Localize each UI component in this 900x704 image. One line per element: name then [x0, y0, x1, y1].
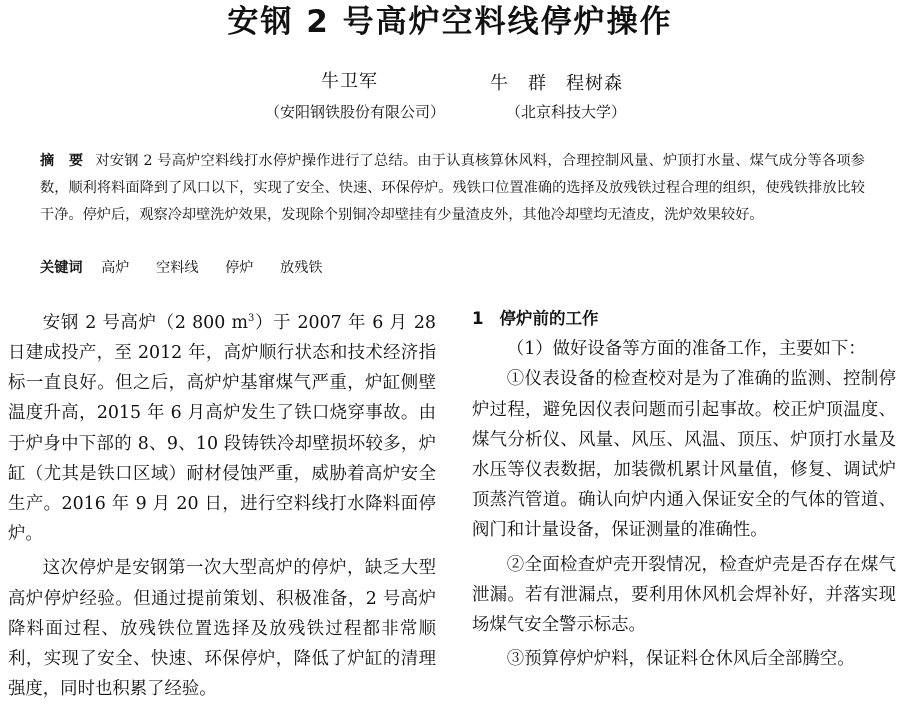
left-column	[8, 304, 436, 704]
body-text: ）于 2007 年 6 月 28 日建成投产，至 2012 年，高炉顺行状态和技术经济指标一直良好。但之后，高炉炉基窜煤气严重，炉缸侧壁温度升高，2015 年 6 月高炉发生了铁口烧穿事故。由于炉身中下部的 8、9、10 段铸铁冷却壁损坏较多，炉缸（尤其是铁口区域）耐材侵蚀严重，威胁着高炉安全生产。2016 年 9 月 20 日，进行空料线打水降料面停炉。	[8, 312, 436, 545]
section-heading	[472, 304, 896, 334]
affiliation-right: （北京科技大学）	[506, 103, 627, 121]
body-paragraph	[8, 304, 436, 549]
author-right: 牛 群 程树森	[490, 73, 623, 94]
keyword: 放残铁	[280, 260, 323, 276]
author-left: 牛卫军	[321, 71, 378, 92]
body-paragraph: ②全面检查炉壳开裂情况，检查炉壳是否存在煤气泄漏。若有泄漏点，要利用休风机会焊补好，并落实现场煤气安全警示标志。	[472, 554, 896, 636]
body-paragraph: （1）做好设备等方面的准备工作，主要如下：	[506, 339, 866, 360]
superscript: 3	[248, 313, 255, 324]
section-title: 停炉前的工作	[499, 309, 599, 328]
right-column	[472, 304, 896, 674]
keywords-label: 关键词	[40, 260, 83, 276]
body-paragraph: 这次停炉是安钢第一次大型高炉的停炉，缺乏大型高炉停炉经验。但通过提前策划、积极准备，2 号高炉降料面过程、放残铁位置选择及放残铁过程都非常顺利，实现了安全、快速、环保停炉，降低了炉缸的清理强度，同时也积累了经验。	[8, 558, 436, 700]
paper-title: 安钢 2 号高炉空料线停炉操作	[227, 4, 673, 40]
abstract-label: 摘 要	[40, 153, 84, 169]
body-text: 安钢 2 号高炉（2 800 m	[42, 312, 249, 333]
keywords	[40, 256, 865, 280]
affiliation-left: （安阳钢铁股份有限公司）	[265, 103, 446, 121]
keyword: 停炉	[225, 260, 254, 276]
keyword: 空料线	[156, 260, 199, 276]
keyword: 高炉	[101, 260, 130, 276]
abstract	[40, 148, 865, 229]
section-number: 1	[472, 309, 484, 328]
abstract-text: 对安钢 2 号高炉空料线打水停炉操作进行了总结。由于认真核算休风料，合理控制风量、炉顶打水量、煤气成分等各项参数，顺利将料面降到了风口以下，实现了安全、快速、环保停炉。残铁口位置准确的选择及放残铁过程合理的组织，使残铁排放比较干净。停炉后，观察冷却壁洗炉效果，发现除个别铜冷却壁挂有少量渣皮外，其他冷却壁均无渣皮，洗炉效果较好。	[40, 153, 865, 223]
body-paragraph: ③预算停炉炉料，保证料仓休风后全部腾空。	[506, 649, 855, 670]
body-paragraph: ①仪表设备的检查校对是为了准确的监测、控制停炉过程，避免因仪表问题而引起事故。校正炉顶温度、煤气分析仪、风量、风压、风温、顶压、炉顶打水量及水压等仪表数据，加装微机累计风量值，修复、调试炉顶蒸汽管道。确认向炉内通入保证安全的气体的管道、阀门和计量设备，保证测量的准确性。	[472, 369, 896, 541]
